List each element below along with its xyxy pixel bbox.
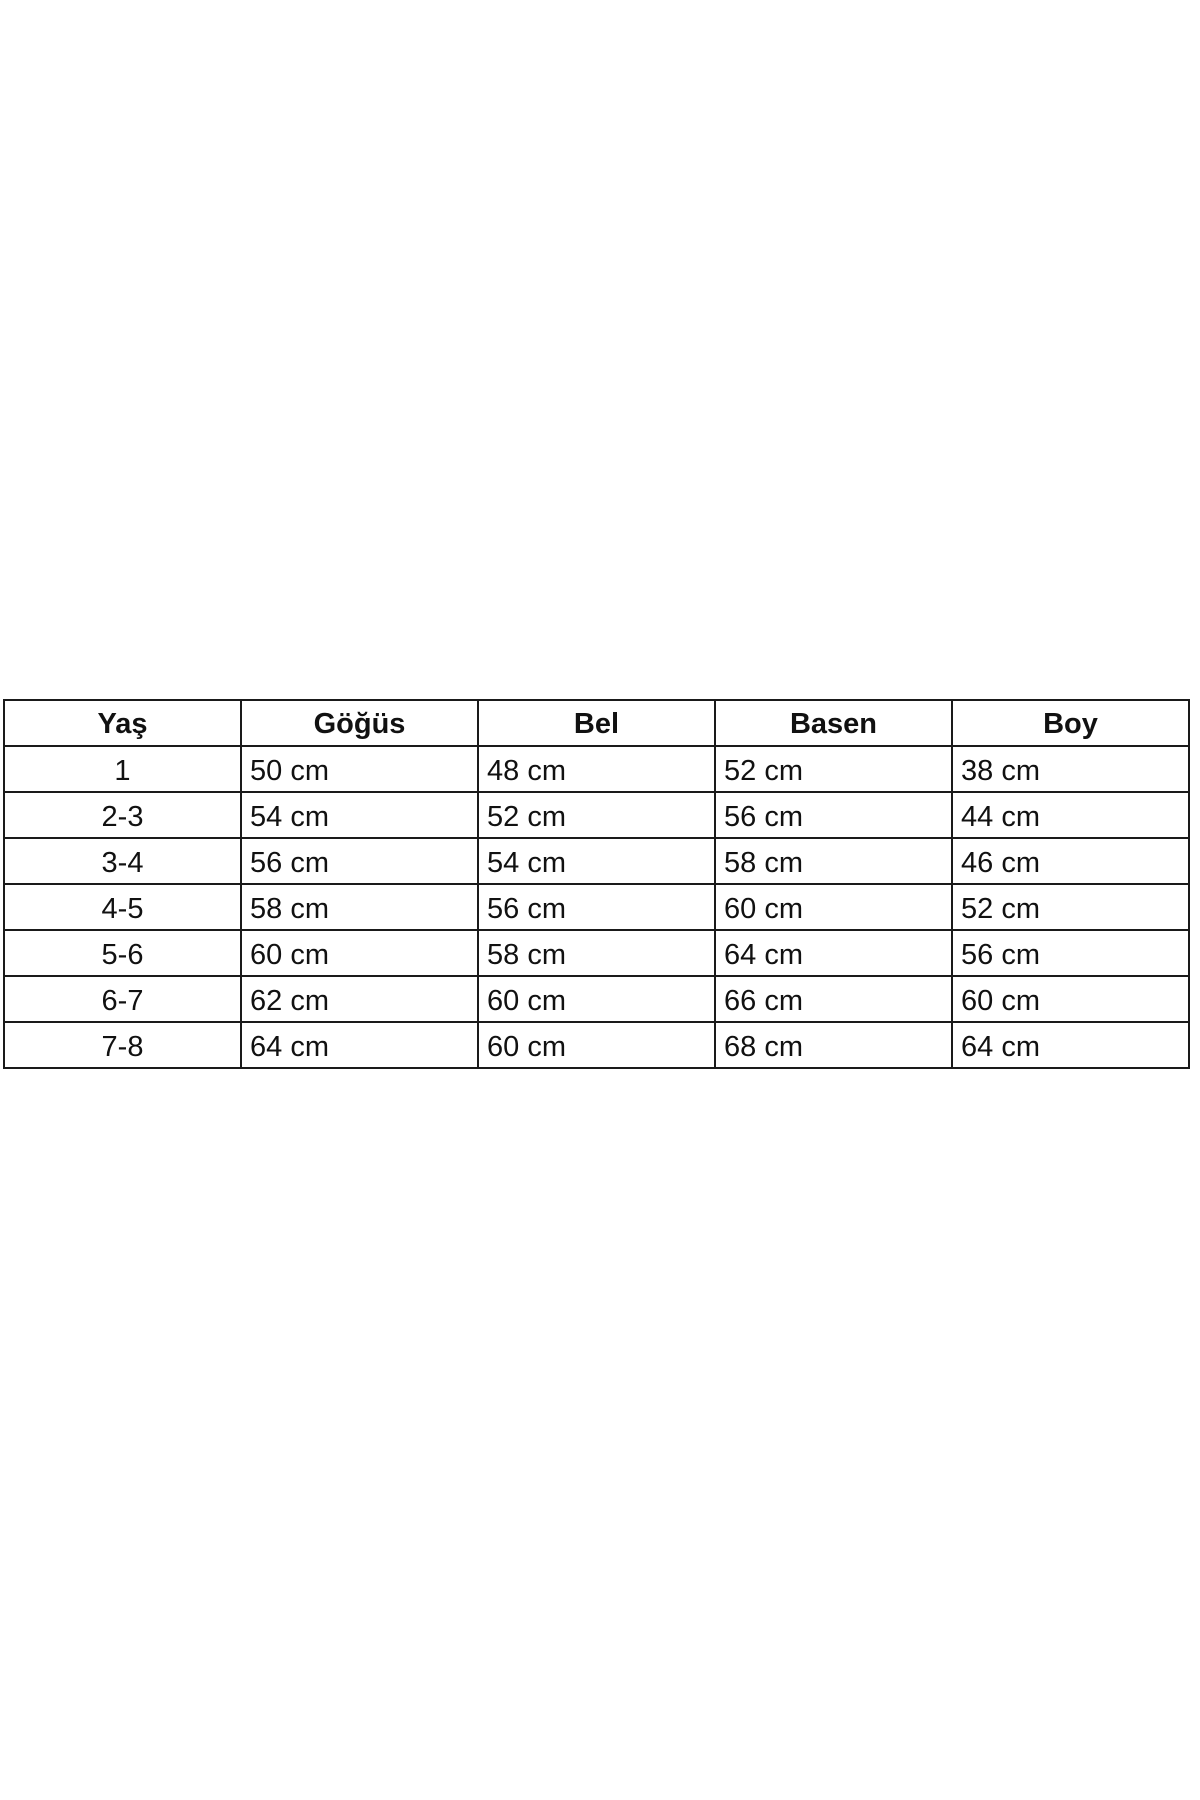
hip-cell: 60 cm	[715, 884, 952, 930]
hip-cell: 52 cm	[715, 746, 952, 792]
waist-cell: 54 cm	[478, 838, 715, 884]
header-length: Boy	[952, 700, 1189, 746]
table-row	[4, 976, 1189, 1022]
hip-cell: 58 cm	[715, 838, 952, 884]
header-age: Yaş	[4, 700, 241, 746]
table-row	[4, 1022, 1189, 1068]
table-header-row	[4, 700, 1189, 746]
waist-cell: 56 cm	[478, 884, 715, 930]
age-cell: 6-7	[4, 976, 241, 1022]
chest-cell: 54 cm	[241, 792, 478, 838]
waist-cell: 48 cm	[478, 746, 715, 792]
size-chart-table	[3, 699, 1190, 1069]
chest-cell: 56 cm	[241, 838, 478, 884]
length-cell: 38 cm	[952, 746, 1189, 792]
age-cell: 1	[4, 746, 241, 792]
table-row	[4, 930, 1189, 976]
hip-cell: 64 cm	[715, 930, 952, 976]
chest-cell: 58 cm	[241, 884, 478, 930]
age-cell: 5-6	[4, 930, 241, 976]
length-cell: 64 cm	[952, 1022, 1189, 1068]
table-row	[4, 838, 1189, 884]
header-chest: Göğüs	[241, 700, 478, 746]
table-row	[4, 884, 1189, 930]
age-cell: 7-8	[4, 1022, 241, 1068]
age-cell: 3-4	[4, 838, 241, 884]
age-cell: 4-5	[4, 884, 241, 930]
age-cell: 2-3	[4, 792, 241, 838]
length-cell: 44 cm	[952, 792, 1189, 838]
hip-cell: 56 cm	[715, 792, 952, 838]
header-hip: Basen	[715, 700, 952, 746]
waist-cell: 58 cm	[478, 930, 715, 976]
hip-cell: 68 cm	[715, 1022, 952, 1068]
length-cell: 60 cm	[952, 976, 1189, 1022]
length-cell: 56 cm	[952, 930, 1189, 976]
chest-cell: 60 cm	[241, 930, 478, 976]
chest-cell: 64 cm	[241, 1022, 478, 1068]
chest-cell: 62 cm	[241, 976, 478, 1022]
table-row	[4, 746, 1189, 792]
chest-cell: 50 cm	[241, 746, 478, 792]
waist-cell: 52 cm	[478, 792, 715, 838]
waist-cell: 60 cm	[478, 1022, 715, 1068]
table-row	[4, 792, 1189, 838]
header-waist: Bel	[478, 700, 715, 746]
length-cell: 46 cm	[952, 838, 1189, 884]
waist-cell: 60 cm	[478, 976, 715, 1022]
length-cell: 52 cm	[952, 884, 1189, 930]
hip-cell: 66 cm	[715, 976, 952, 1022]
